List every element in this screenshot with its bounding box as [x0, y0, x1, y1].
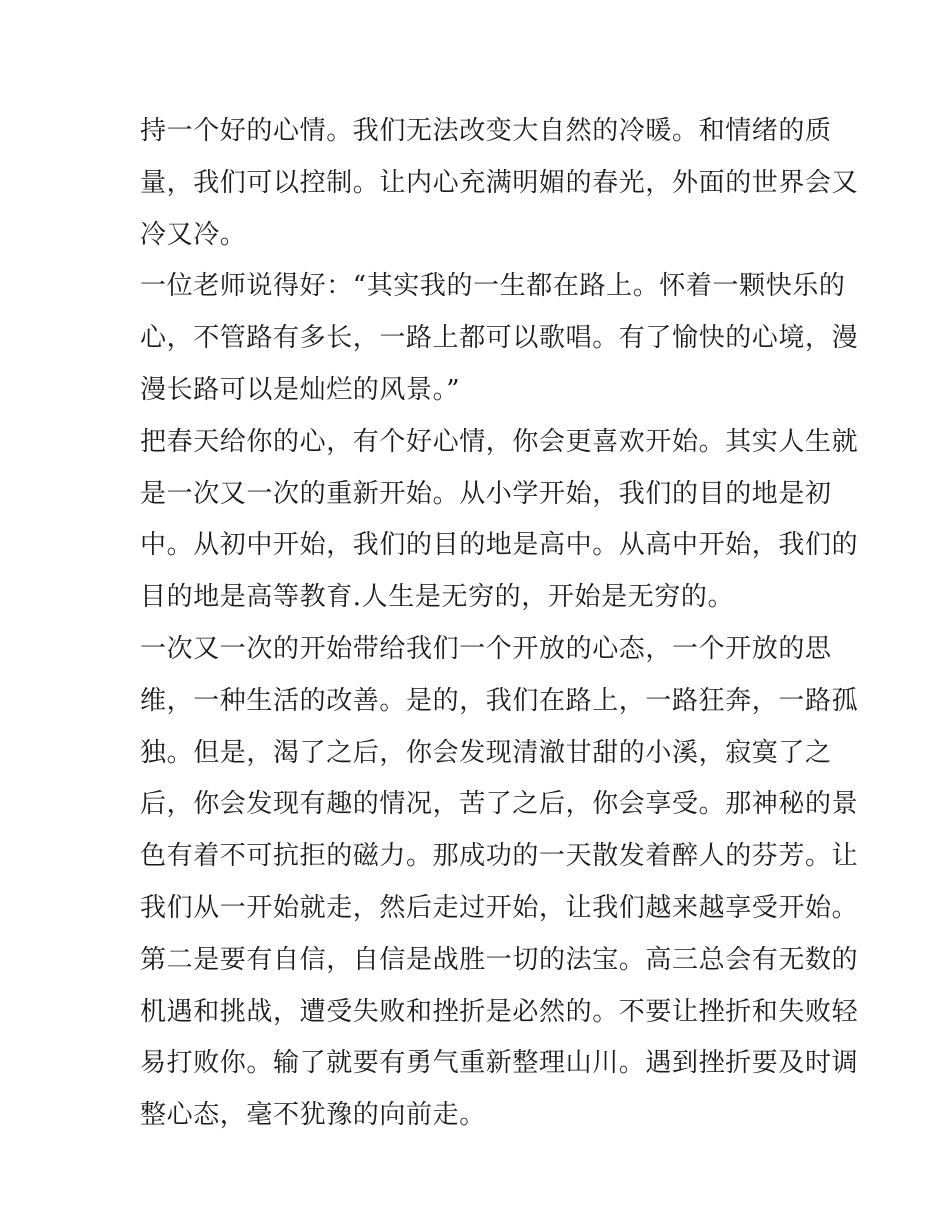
- text-line: 是一次又一次的重新开始。从小学开始，我们的目的地是初: [140, 478, 832, 509]
- text-line: 一位老师说得好：“其实我的一生都在路上。怀着一颗快乐的: [140, 271, 846, 302]
- text-line: 心，不管路有多长，一路上都可以歌唱。有了愉快的心境，漫: [140, 323, 859, 354]
- text-line: 中。从初中开始，我们的目的地是高中。从高中开始，我们的: [140, 530, 859, 561]
- text-line: 第二是要有自信，自信是战胜一切的法宝。高三总会有无数的: [140, 944, 859, 975]
- text-line: 持一个好的心情。我们无法改变大自然的冷暖。和情绪的质: [140, 116, 832, 146]
- text-line: 独。但是，渴了之后，你会发现清澈甘甜的小溪，寂寞了之: [140, 737, 832, 768]
- text-line: 量，我们可以控制。让内心充满明媚的春光，外面的世界会又: [140, 167, 859, 198]
- text-line: 整心态，毫不犹豫的向前走。: [140, 1100, 486, 1131]
- text-line: 后，你会发现有趣的情况，苦了之后，你会享受。那神秘的景: [140, 789, 859, 820]
- text-line: 我们从一开始就走，然后走过开始，让我们越来越享受开始。: [140, 892, 859, 923]
- text-line: 维，一种生活的改善。是的，我们在路上，一路狂奔，一路孤: [140, 685, 859, 716]
- text-line: 色有着不可抗拒的磁力。那成功的一天散发着醉人的芬芳。让: [140, 841, 859, 872]
- body-text: [140, 106, 859, 1142]
- text-line: 目的地是高等教育.人生是无穷的，开始是无穷的。: [140, 582, 735, 613]
- text-line: 漫长路可以是灿烂的风景。”: [140, 374, 461, 405]
- text-line: 机遇和挑战，遭受失败和挫折是必然的。不要让挫折和失败轻: [140, 996, 859, 1027]
- text-line: 冷又冷。: [140, 219, 247, 250]
- text-line: 一次又一次的开始带给我们一个开放的心态，一个开放的思: [140, 633, 832, 664]
- text-line: 把春天给你的心，有个好心情，你会更喜欢开始。其实人生就: [140, 426, 859, 457]
- text-line: 易打败你。输了就要有勇气重新整理山川。遇到挫折要及时调: [140, 1048, 859, 1079]
